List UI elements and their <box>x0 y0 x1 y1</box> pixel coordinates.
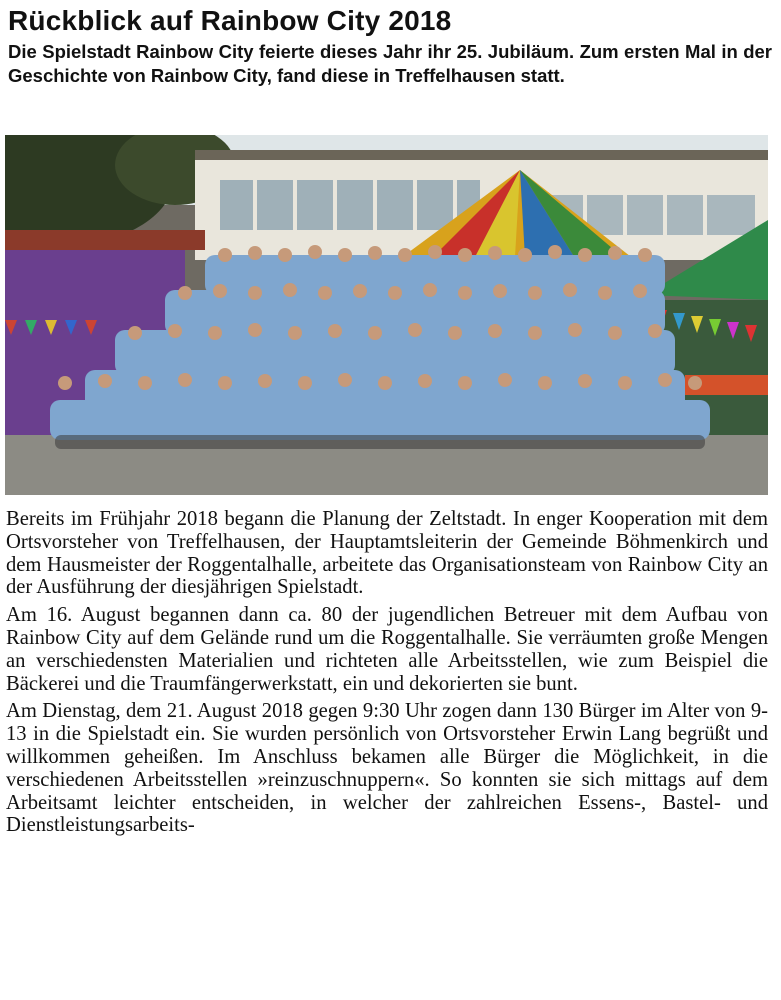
group-photo <box>5 135 768 495</box>
article-paragraph-3: Am Dienstag, dem 21. August 2018 gegen 9:30 Uhr zogen dann 130 Bürger im Alter von 9-13 in die Spielstadt ein. Sie wurden persönlich von Ortsvorsteher Erwin Lang begrüßt und willkommen geheißen. Im Anschluss bekamen alle Bürger die Möglichkeit, in die verschiedenen Arbeitsstellen »reinzuschnuppern«. So konnten sie sich mittags auf dem Arbeitsamt leichter entscheiden, in welcher der zahlreichen Essens-, Bastel- und Dienstleistungsarbeits- <box>6 700 768 837</box>
article-paragraph-1: Bereits im Frühjahr 2018 begann die Planung der Zeltstadt. In enger Kooperation mit dem Ortsvorsteher von Treffelhausen, der Hauptamtsleiterin der Gemeinde Böhmenkirch und dem Hausmeister der Roggentalhalle, arbeitete das Organisationsteam von Rainbow City an der Ausführung der diesjährigen Spielstadt. <box>6 508 768 599</box>
article-lede: Die Spielstadt Rainbow City feierte dieses Jahr ihr 25. Jubiläum. Zum ersten Mal in der Geschichte von Rainbow City, fand diese in Treffelhausen statt. <box>8 41 772 86</box>
article-headline: Rückblick auf Rainbow City 2018 <box>8 5 452 36</box>
article-body <box>6 508 768 842</box>
group-photo-illustration <box>5 135 768 495</box>
article-paragraph-2: Am 16. August begannen dann ca. 80 der jugendlichen Betreuer mit dem Aufbau von Rainbow City auf dem Gelände rund um die Roggentalhalle. Sie verräumten große Mengen an verschiedensten Materialien und richteten alle Arbeitsstellen, wie zum Beispiel die Bäckerei und die Traumfängerwerkstatt, ein und dekorierten sie bunt. <box>6 604 768 695</box>
